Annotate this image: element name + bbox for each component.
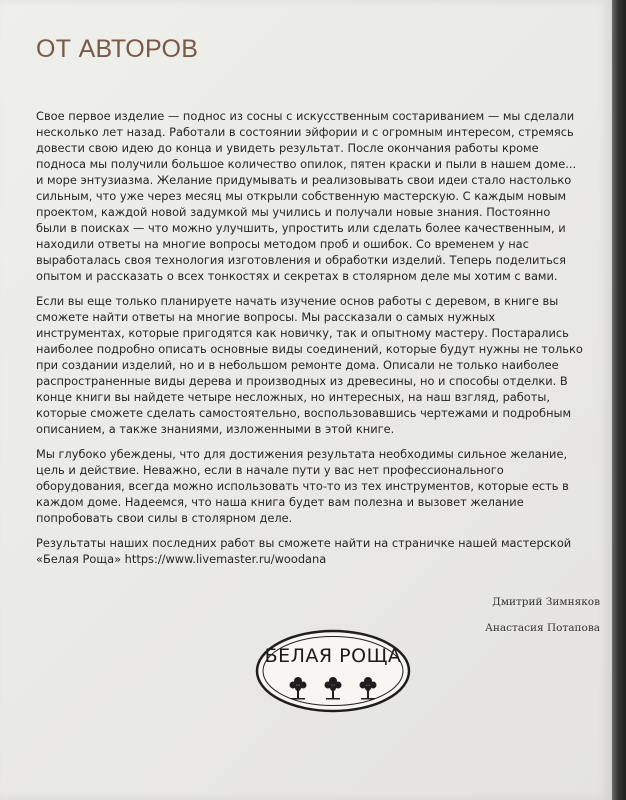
logo-frame-icon: [254, 628, 412, 714]
paragraph-3: Мы глубоко убеждены, что для достижения результата необходимы сильное желание, цель и действие. Неважно, если в начале пути у вас нет профессионального оборудования, всегда можно использовать что-то из тех инструментов, которые есть в каждом доме. Надеемся, что наша книга будет вам полезна и вызовет желание попробовать свои силы в столярном деле.: [36, 447, 569, 525]
paragraph-1: Свое первое изделие — поднос из сосны с искусственным состариванием — мы сделали несколько лет назад. Работали в состоянии эйфории и с огромным интересом, стремясь довести свою идею до конца и увидеть результат. После окончания работы кроме подноса мы получили большое количество опилок, пятен краски и пыли в нашем доме... и море энтузиазма. Желание придумывать и реализовывать свои идеи стало настолько сильным, что уже через месяц мы открыли собственную мастерскую. С каждым новым проектом, каждой новой задумкой мы учились и получали новые знания. Постоянно были в поисках — что можно улучшить, упростить или сделать более качественным, и находили ответы на многие вопросы методом проб и ошибок. Со временем у нас выработалась своя технология изготовления и обработки изделий. Теперь поделиться опытом и рассказать о всех тонкостях и секретах в столярном деле мы хотим с вами.: [36, 109, 577, 283]
authors-block: [485, 589, 600, 641]
workshop-logo: [254, 628, 412, 714]
book-spine-edge: [612, 0, 626, 800]
page-title: ОТ АВТОРОВ: [36, 35, 199, 63]
author-name-1: Дмитрий Зимняков: [492, 596, 600, 608]
logo-text: БЕЛАЯ РОЩА: [264, 645, 402, 667]
body-text: [36, 108, 584, 576]
paragraph-4: Результаты наших последних работ вы сможете найти на страничке нашей мастерской «Белая Роща» https://www.livemaster.ru/woodana: [36, 536, 572, 566]
paragraph-2: Если вы еще только планируете начать изучение основ работы с деревом, в книге вы сможете найти ответы на многие вопросы. Мы рассказали о самых нужных инструментах, которые пригодятся как новичку, так и опытному мастеру. Постарались наиболее подробно описать основные виды соединений, которые будут нужны не только при создании изделий, но и в небольшом ремонте дома. Описали не только наиболее распространенные виды дерева и производных из древесины, но и способы отделки. В конце книги вы найдете четыре несложных, но интересных, на наш взгляд, работы, которые сможете сделать самостоятельно, воспользовавшись чертежами и подробным описанием, а также знаниями, изложенными в этой книге.: [36, 294, 583, 436]
author-name-2: Анастасия Потапова: [484, 622, 600, 634]
